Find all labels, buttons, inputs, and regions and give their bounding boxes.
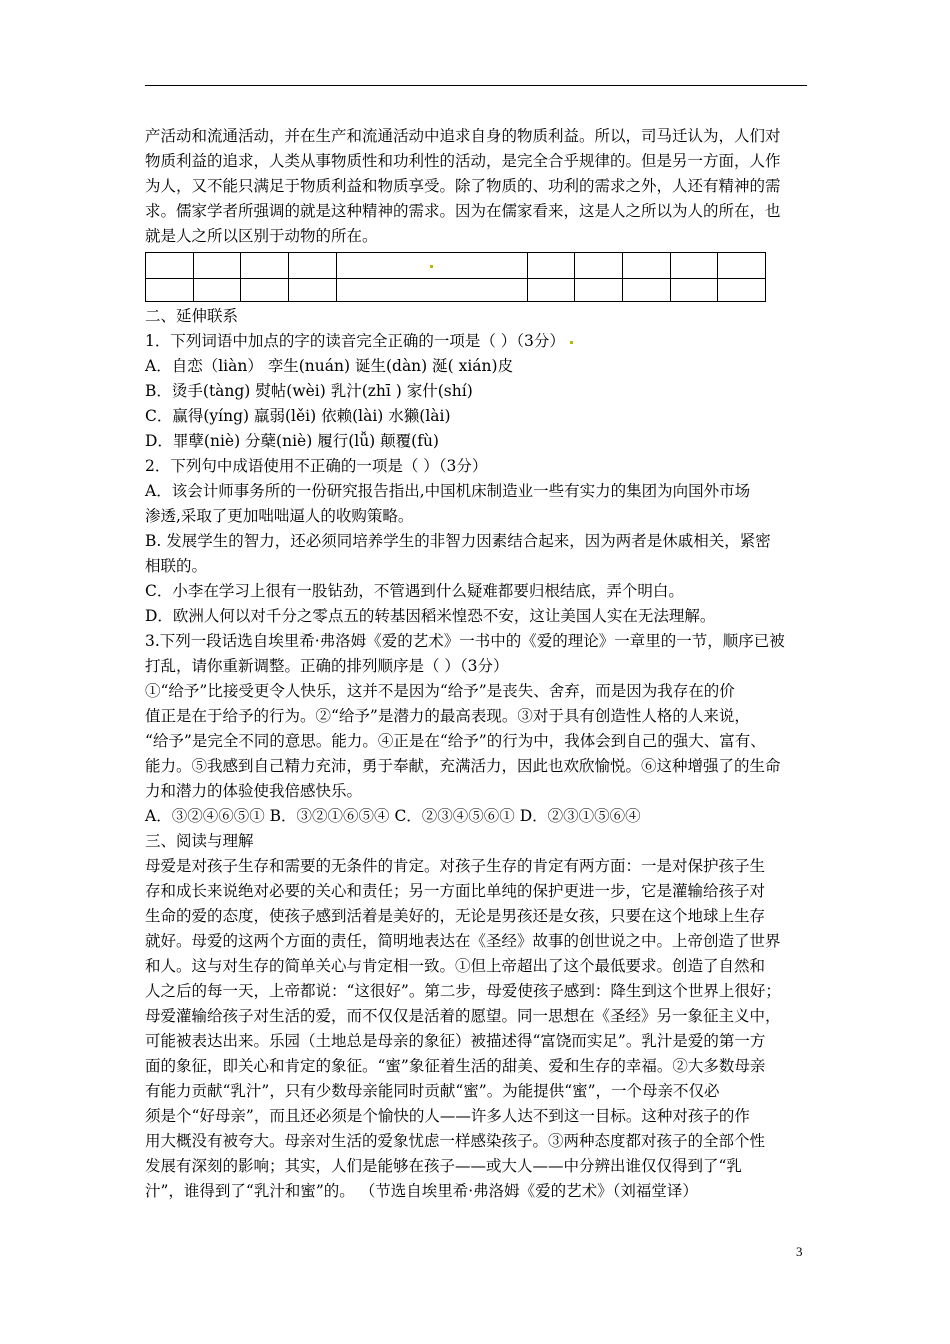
grid-cell	[527, 253, 575, 279]
question-2	[145, 454, 810, 629]
question-3	[145, 629, 810, 829]
grid-cell	[289, 253, 337, 279]
question-stem: 2．下列句中成语使用不正确的一项是（ ）（3分）	[145, 457, 488, 475]
question-line: A．③②④⑥⑤① B．③②①⑥⑤④ C．②③④⑤⑥① D．②③①⑤⑥④	[145, 807, 641, 825]
question-line: 力和潜力的体验使我倍感快乐。	[145, 782, 363, 800]
passage-line: 为人，又不能只满足于物质利益和物质享受。除了物质的、功利的需求之外，人还有精神的需	[145, 177, 781, 195]
question-line: 能力。⑤我感到自己精力充沛，勇于奉献，充满活力，因此也欢欣愉悦。⑥这种增强了的生命	[145, 757, 781, 775]
option: C．赢得(yíng) 羸弱(lěi) 依赖(lài) 水獭(lài)	[145, 407, 451, 425]
option-line: 相联的。	[145, 557, 208, 575]
grid-cell	[289, 279, 337, 302]
grid-cell	[336, 279, 527, 302]
question-line: 值正是在于给予的行为。②“给予”是潜力的最高表现。③对于具有创造性人格的人来说，	[145, 707, 750, 725]
dot-mark	[430, 265, 433, 268]
question-line: 打乱，请你重新调整。正确的排列顺序是（ ）（3分）	[145, 657, 509, 675]
option-line: A．该会计师事务所的一份研究报告指出,中国机床制造业一些有实力的集团为向国外市场	[145, 482, 751, 500]
reading-line: 有能力贡献“乳汁”，只有少数母亲能同时贡献“蜜”。为能提供“蜜”，一个母亲不仅必	[145, 1082, 720, 1100]
reading-line: 母爱是对孩子生存和需要的无条件的肯定。对孩子生存的肯定有两方面：一是对保护孩子生	[145, 857, 766, 875]
header-rule	[145, 85, 807, 86]
reading-passage	[145, 854, 810, 1204]
section-title: 二、延伸联系	[145, 307, 239, 325]
grid-cell	[575, 253, 623, 279]
passage-line: 就是人之所以区别于动物的所在。	[145, 227, 378, 245]
reading-line: 汁”，谁得到了“乳汁和蜜”的。 （节选自埃里希·弗洛姆《爱的艺术》（刘福堂译）	[145, 1182, 698, 1200]
reading-line: 生命的爱的态度，使孩子感到活着是美好的，无论是男孩还是女孩，只要在这个地球上生存	[145, 907, 766, 925]
option: D．罪孽(niè) 分蘖(niè) 履行(lǚ) 颠覆(fù)	[145, 432, 439, 450]
reading-line: 人之后的每一天，上帝都说：“这很好”。第二步，母爱使孩子感到：降生到这个世界上很好；	[145, 982, 781, 1000]
option-line: 渗透,采取了更加咄咄逼人的收购策略。	[145, 507, 414, 525]
grid-cell	[670, 253, 718, 279]
passage	[145, 124, 810, 249]
section-title: 三、阅读与理解	[145, 832, 254, 850]
grid-cell	[146, 279, 194, 302]
grid-cell	[670, 279, 718, 302]
answer-grid	[145, 252, 766, 302]
reading-line: 发展有深刻的影响；其实，人们是能够在孩子——或大人——中分辨出谁仅仅得到了“乳	[145, 1157, 742, 1175]
reading-line: 和人。这与对生存的简单关心与肯定相一致。①但上帝超出了这个最低要求。创造了自然和	[145, 957, 766, 975]
question-line: 3.下列一段话选自埃里希·弗洛姆《爱的艺术》一书中的《爱的理论》一章里的一节，顺序已被	[145, 632, 785, 650]
reading-line: 母爱灌输给孩子对生活的爱，而不仅仅是活着的愿望。同一思想在《圣经》另一象征主义中，	[145, 1007, 781, 1025]
grid-cell	[336, 253, 527, 279]
question-line: “给予”是完全不同的意思。能力。④正是在“给予”的行为中，我体会到自己的强大、富有、	[145, 732, 766, 750]
passage-line: 求。儒家学者所强调的就是这种精神的需求。因为在儒家看来，这是人之所以为人的所在，也	[145, 202, 781, 220]
grid-row	[146, 253, 766, 279]
passage-line: 产活动和流通活动，并在生产和流通活动中追求自身的物质利益。所以，司马迁认为，人们对	[145, 127, 781, 145]
reading-line: 就好。母爱的这两个方面的责任，简明地表达在《圣经》故事的创世说之中。上帝创造了世界	[145, 932, 781, 950]
reading-line: 可能被表达出来。乐园（土地总是母亲的象征）被描述得“富饶而实足”。乳汁是爱的第一方	[145, 1032, 766, 1050]
option: A．自恋（liàn） 孪生(nuán) 诞生(dàn) 涎( xián)皮	[145, 357, 514, 375]
grid-cell	[146, 253, 194, 279]
grid-cell	[622, 279, 670, 302]
question-1	[145, 329, 810, 454]
grid-cell	[241, 253, 289, 279]
grid-cell	[193, 253, 241, 279]
reading-line: 面的象征，即关心和肯定的象征。“蜜”象征着生活的甜美、爱和生存的幸福。②大多数母亲	[145, 1057, 766, 1075]
reading-line: 须是个“好母亲”，而且还必须是个愉快的人——许多人达不到这一目标。这种对孩子的作	[145, 1107, 750, 1125]
option: B．烫手(tàng) 熨帖(wèi) 乳汁(zhī ) 家什(shí)	[145, 382, 473, 400]
grid-row	[146, 279, 766, 302]
option-line: B. 发展学生的智力，还必须同培养学生的非智力因素结合起来，因为两者是休戚相关，紧密	[145, 532, 771, 550]
reading-line: 存和成长来说绝对必要的关心和责任；另一方面比单纯的保护更进一步，它是灌输给孩子对	[145, 882, 766, 900]
document-body	[145, 124, 810, 1204]
dot-mark	[570, 341, 573, 344]
reading-line: 用大概没有被夸大。母亲对生活的爱象忧虑一样感染孩子。③两种态度都对孩子的全部个性	[145, 1132, 766, 1150]
grid-cell	[527, 279, 575, 302]
grid-cell	[622, 253, 670, 279]
option-line: C．小李在学习上很有一股钻劲，不管遇到什么疑难都要归根结底，弄个明白。	[145, 582, 684, 600]
grid-cell	[193, 279, 241, 302]
passage-line: 物质利益的追求，人类从事物质性和功利性的活动，是完全合乎规律的。但是另一方面，人作	[145, 152, 781, 170]
grid-cell	[718, 279, 766, 302]
question-line: ①“给予”比接受更令人快乐，这并不是因为“给予”是丧失、舍弃，而是因为我存在的价	[145, 682, 735, 700]
question-stem: 1．下列词语中加点的字的读音完全正确的一项是（ ）（3分）	[145, 329, 810, 354]
grid-cell	[575, 279, 623, 302]
grid-cell	[241, 279, 289, 302]
grid-cell	[718, 253, 766, 279]
option-line: D．欧洲人何以对千分之零点五的转基因稻米惶恐不安，这让美国人实在无法理解。	[145, 607, 716, 625]
page-number: 3	[796, 1244, 803, 1259]
